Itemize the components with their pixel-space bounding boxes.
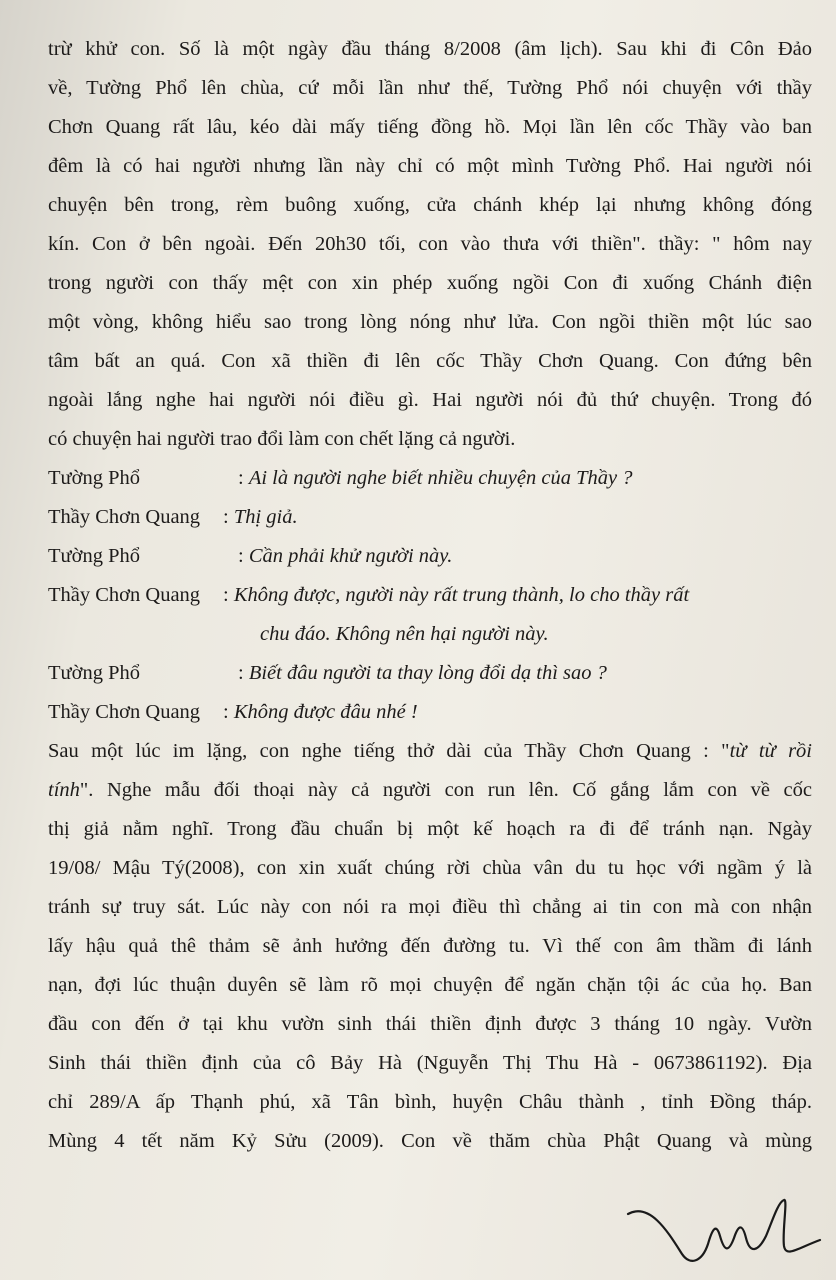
dialogue-utterance: Ai là người nghe biết nhiều chuyện của Thầy ? xyxy=(248,467,633,489)
text-line: lấy hậu quả thê thảm sẽ ảnh hưởng đến đường tu. Vì thế con âm thầm đi lánh xyxy=(48,935,812,957)
text-line: một vòng, không hiểu sao trong lòng nóng như lửa. Con ngồi thiền một lúc sao xyxy=(48,311,812,333)
text-line: về, Tường Phổ lên chùa, cứ mỗi lần như thế, Tường Phổ nói chuyện với thầy xyxy=(48,77,812,99)
dialogue-speaker: Thầy Chơn Quang xyxy=(48,506,201,528)
text-line: trừ khử con. Số là một ngày đầu tháng 8/2008 (âm lịch). Sau khi đi Côn Đảo xyxy=(48,38,812,60)
text-line: 19/08/ Mậu Tý(2008), con xin xuất chúng rời chùa vân du tu học với ngầm ý là xyxy=(48,857,812,879)
text-line: ngoài lắng nghe hai người nói điều gì. Hai người nói đủ thứ chuyện. Trong đó xyxy=(48,389,812,411)
dialogue-line xyxy=(48,615,812,654)
text-line: nạn, đợi lúc thuận duyên sẽ làm rõ mọi chuyện để ngăn chặn tội ác của họ. Ban xyxy=(48,974,812,996)
text-line: Chơn Quang rất lâu, kéo dài mấy tiếng đồng hồ. Mọi lần lên cốc Thầy vào ban xyxy=(48,116,812,138)
text-line: trong người con thấy mệt con xin phép xuống ngồi Con đi xuống Chánh điện xyxy=(48,272,812,294)
dialogue-line xyxy=(48,498,812,537)
text-line: thị giả nằm nghĩ. Trong đầu chuẩn bị một kế hoạch ra đi để tránh nạn. Ngày xyxy=(48,818,812,840)
text-line: chuyện bên trong, rèm buông xuống, cửa chánh khép lại nhưng không đóng xyxy=(48,194,812,216)
text-line: tâm bất an quá. Con xã thiền đi lên cốc Thầy Chơn Quang. Con đứng bên xyxy=(48,350,812,372)
dialogue-utterance: Không được đâu nhé ! xyxy=(233,701,418,723)
document-body xyxy=(48,30,812,1161)
dialogue-speaker: Tường Phổ xyxy=(48,662,140,684)
text-line: đêm là có hai người nhưng lần này chỉ có một mình Tường Phổ. Hai người nói xyxy=(48,155,812,177)
dialogue-line xyxy=(48,537,812,576)
dialogue-separator: : Không được, người này rất trung thành, lo cho thầy rất xyxy=(223,584,690,606)
dialogue-separator: : Biết đâu người ta thay lòng đổi dạ thì sao ? xyxy=(238,662,607,684)
text-line: chỉ 289/A ấp Thạnh phú, xã Tân bình, huyện Châu thành , tỉnh Đồng tháp. xyxy=(48,1091,812,1113)
dialogue-separator: : Thị giả. xyxy=(223,506,298,528)
text-line: tránh sự truy sát. Lúc này con nói ra mọi điều thì chẳng ai tin con mà con nhận xyxy=(48,896,812,918)
text-line: kín. Con ở bên ngoài. Đến 20h30 tối, con vào thưa với thiền". thầy: " hôm nay xyxy=(48,233,812,255)
dialogue-speaker: Tường Phổ xyxy=(48,545,140,567)
dialogue-continuation: chu đáo. Không nên hại người này. xyxy=(260,623,549,645)
text-line: Mùng 4 tết năm Kỷ Sửu (2009). Con về thăm chùa Phật Quang và mùng xyxy=(48,1130,812,1152)
dialogue-separator: : Không được đâu nhé ! xyxy=(223,701,418,723)
dialogue-line xyxy=(48,654,812,693)
dialogue-utterance: Cần phải khử người này. xyxy=(248,545,453,567)
text-line: Sinh thái thiền định của cô Bảy Hà (Nguyễn Thị Thu Hà - 0673861192). Địa xyxy=(48,1052,812,1074)
dialogue-separator: : Ai là người nghe biết nhiều chuyện của Thầy ? xyxy=(238,467,633,489)
dialogue-utterance: Biết đâu người ta thay lòng đổi dạ thì sao ? xyxy=(248,662,607,684)
dialogue-speaker: Thầy Chơn Quang xyxy=(48,701,201,723)
dialogue-utterance: Không được, người này rất trung thành, lo cho thầy rất xyxy=(233,584,690,606)
text-line: đầu con đến ở tại khu vườn sinh thái thiền định được 3 tháng 10 ngày. Vườn xyxy=(48,1013,812,1035)
dialogue-line xyxy=(48,459,812,498)
dialogue-line xyxy=(48,693,812,732)
text-line: Sau một lúc im lặng, con nghe tiếng thở dài của Thầy Chơn Quang : "từ từ rồi xyxy=(48,740,812,762)
dialogue-line xyxy=(48,576,812,615)
signature xyxy=(620,1192,830,1272)
dialogue-speaker: Tường Phổ xyxy=(48,467,140,489)
dialogue-utterance: Thị giả. xyxy=(233,506,298,528)
text-line: có chuyện hai người trao đổi làm con chết lặng cả người. xyxy=(48,428,516,450)
text-line: tính". Nghe mẫu đối thoại này cả người con run lên. Cố gắng lắm con về cốc xyxy=(48,779,812,801)
dialogue-separator: : Cần phải khử người này. xyxy=(238,545,453,567)
dialogue-speaker: Thầy Chơn Quang xyxy=(48,584,201,606)
